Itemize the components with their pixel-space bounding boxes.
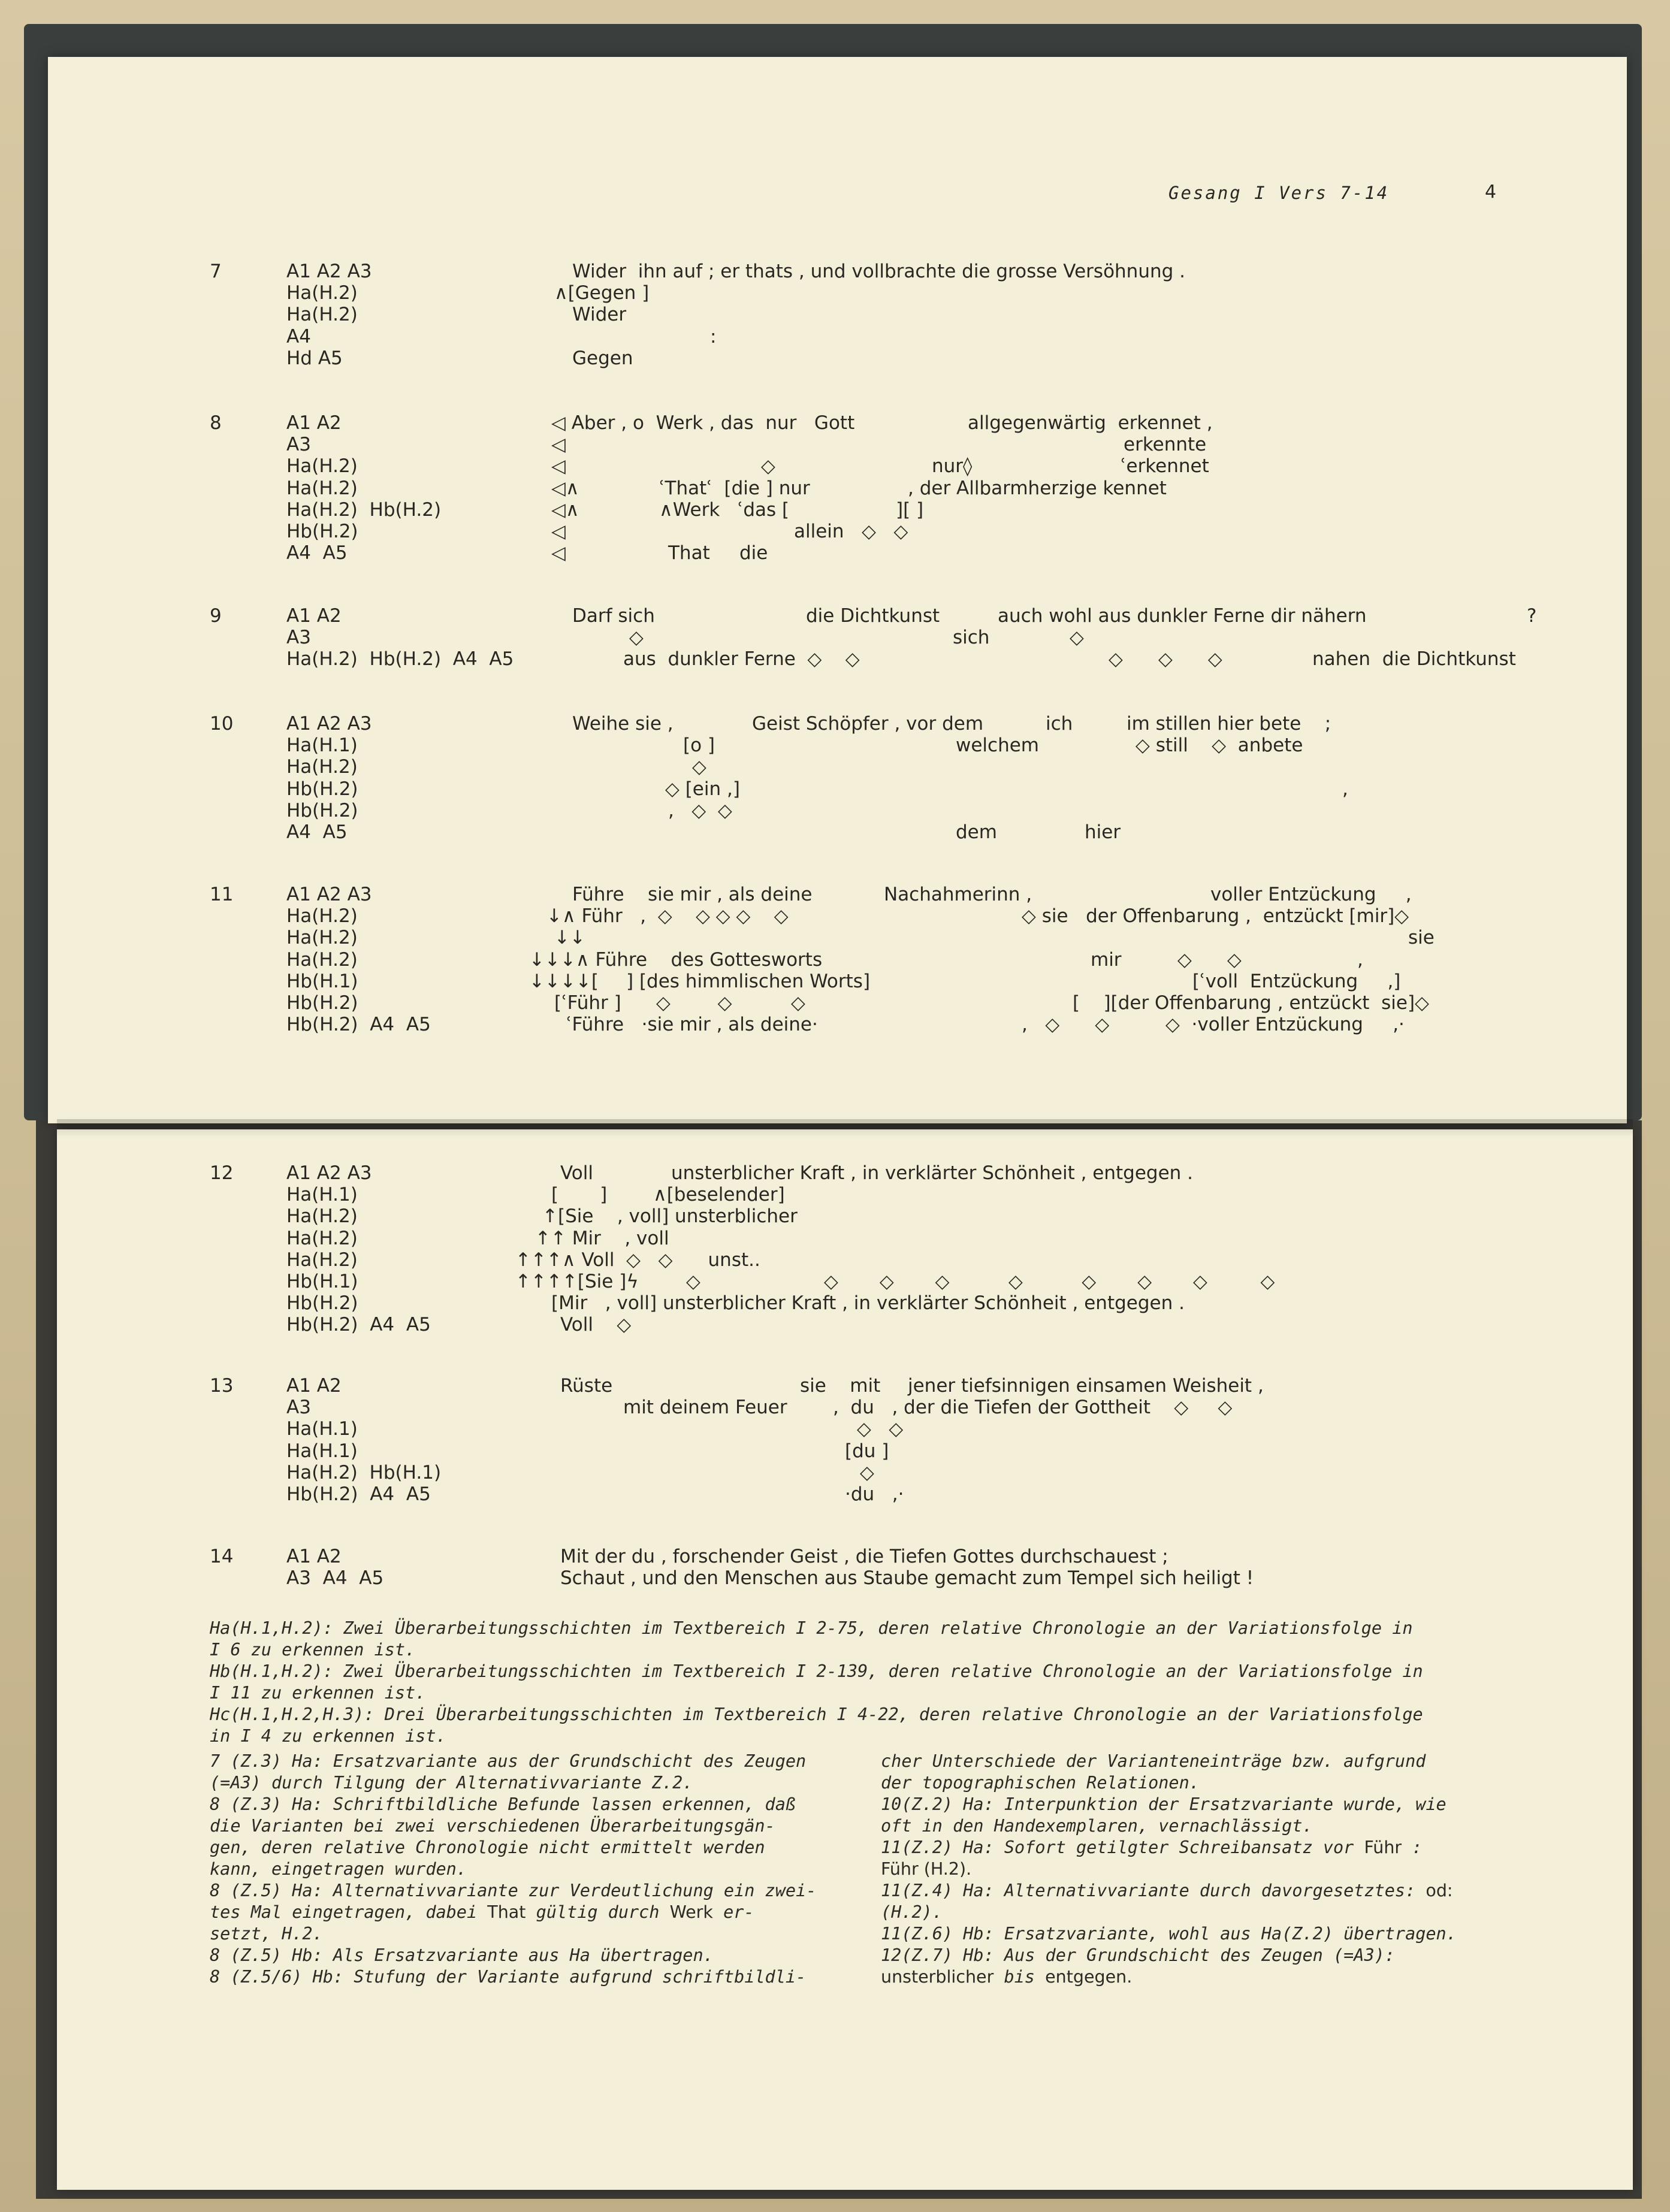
witness-sigla: Hb(H.2) <box>286 799 358 821</box>
variant-text: Voll <box>560 1162 593 1184</box>
witness-sigla: Hb(H.2) A4 A5 <box>286 1014 431 1036</box>
variant-text: Geist Schöpfer , vor dem <box>752 713 984 735</box>
variant-text: ʿFühre ·sie mir , als deine· <box>566 1014 818 1036</box>
note-line: 8 (Z.3) Ha: Schriftbildliche Befunde lassen erkennen, daß <box>210 1794 796 1814</box>
variant-text: , <box>1342 778 1348 800</box>
variant-text: [Mir , voll] unsterblicher Kraft , in verklärter Schönheit , entgegen . <box>551 1292 1185 1314</box>
verse-number: 13 <box>210 1375 234 1397</box>
variant-text: , der Allbarmherzige kennet <box>908 477 1167 499</box>
witness-sigla: A3 A4 A5 <box>286 1567 384 1590</box>
note-line: 8 (Z.5/6) Hb: Stufung der Variante aufgrund schriftbildli- <box>210 1967 807 1987</box>
notes-left-column <box>210 1751 863 1988</box>
variant-text: ʿThatʿ [die ] nur <box>659 477 810 499</box>
variant-text: : <box>710 325 717 347</box>
variant-text: Voll ◇ <box>560 1314 632 1336</box>
witness-sigla: A1 A2 <box>286 605 342 627</box>
note-line <box>881 1880 1540 1902</box>
upper-page <box>48 57 1627 1123</box>
variant-text: [ ][der Offenbarung , entzückt sie]◇ <box>1073 992 1429 1014</box>
variant-text: auch wohl aus dunkler Ferne dir nähern <box>998 605 1367 627</box>
note-line: 12(Z.7) Hb: Aus der Grundschicht des Zeugen (=A3): <box>881 1945 1395 1965</box>
witness-sigla: Ha(H.2) <box>286 1205 358 1228</box>
verse-number: 10 <box>210 713 234 735</box>
variant-text: die Dichtkunst <box>806 605 940 627</box>
variant-text: ◇ sie der Offenbarung , entzückt [mir]◇ <box>1022 905 1409 927</box>
variant-text: Darf sich <box>572 605 655 627</box>
variant-text: [ʿFühr ] <box>554 992 621 1014</box>
note-line: 10(Z.2) Ha: Interpunktion der Ersatzvariante wurde, wie <box>881 1794 1446 1814</box>
witness-sigla: Ha(H.1) <box>286 1440 358 1462</box>
variant-text: , du , der die Tiefen der Gottheit ◇ ◇ <box>833 1397 1233 1419</box>
verse-number: 11 <box>210 884 234 905</box>
note-text: gültig durch <box>526 1902 670 1922</box>
witness-sigla: Ha(H.2) <box>286 282 358 304</box>
variant-text: mit deinem Feuer <box>623 1397 787 1419</box>
witness-sigla: Ha(H.1) <box>286 1418 358 1440</box>
witness-sigla: Ha(H.2) <box>286 905 358 927</box>
variant-text: Weihe sie , <box>572 713 674 735</box>
variant-text: ][ ] <box>896 498 924 521</box>
definition-line: Hc(H.1,H.2,H.3): Drei Überarbeitungsschichten im Textbereich I 4-22, deren relative Chronologie an der Variationsfolge <box>210 1705 1423 1724</box>
witness-sigla: Hb(H.2) <box>286 1292 358 1314</box>
variant-text: ◇ ◇ <box>857 1418 904 1440</box>
running-header: Gesang I Vers 7-14 <box>1168 183 1390 203</box>
variant-text: Wider ihn auf ; er thats , und vollbrachte die grosse Versöhnung . <box>572 261 1186 282</box>
variant-text: dem <box>956 821 997 843</box>
variant-text: ↓↓↓↓[ <box>529 970 599 992</box>
page-number: 4 <box>1485 182 1497 203</box>
witness-sigla: Ha(H.2) <box>286 455 358 478</box>
variant-text: ◇ ◇ ◇ <box>656 992 805 1014</box>
variant-text: Rüste <box>560 1375 613 1397</box>
note-line <box>210 1902 863 1923</box>
verse-number: 9 <box>210 605 222 627</box>
note-line: (=A3) durch Tilgung der Alternativvariante Z.2. <box>210 1773 693 1793</box>
variant-text: ◁ <box>551 434 566 456</box>
witness-sigla: A3 <box>286 1397 311 1419</box>
variant-text: ◇ <box>1070 627 1084 649</box>
note-line: oft in den Handexemplaren, vernachlässigt. <box>881 1816 1313 1836</box>
definition-line: in I 4 zu erkennen ist. <box>210 1726 446 1746</box>
witness-sigla: A1 A2 <box>286 1375 342 1397</box>
variant-text: Führe sie mir , als deine <box>572 884 813 905</box>
note-line: cher Unterschiede der Varianteneinträge bzw. aufgrund <box>881 1751 1426 1771</box>
variant-text: ↑[Sie , voll] unsterblicher <box>542 1205 798 1228</box>
witness-sigla: Hb(H.2) <box>286 778 358 800</box>
variant-text: unsterblicher Kraft , in verklärter Schönheit , entgegen . <box>671 1162 1194 1184</box>
witness-sigla: Hd A5 <box>286 347 343 369</box>
note-line: 11(Z.6) Hb: Ersatzvariante, wohl aus Ha(Z.2) übertragen. <box>881 1924 1457 1944</box>
note-line: 7 (Z.3) Ha: Ersatzvariante aus der Grundschicht des Zeugen <box>210 1751 807 1771</box>
witness-sigla: A1 A2 A3 <box>286 1162 372 1184</box>
verse-number: 12 <box>210 1162 234 1184</box>
variant-text: That die <box>668 542 768 564</box>
note-line: kann, eingetragen wurden. <box>210 1859 467 1879</box>
witness-sigla: Hb(H.1) <box>286 970 358 992</box>
variant-text: ∧[Gegen ] <box>554 282 650 304</box>
variant-text: ◇ still ◇ anbete <box>1136 735 1303 757</box>
variant-text: ·du ,· <box>845 1483 904 1505</box>
witness-sigla: Ha(H.2) <box>286 927 358 949</box>
variant-text: , <box>1357 948 1363 971</box>
note-line: 8 (Z.5) Ha: Alternativvariante zur Verdeutlichung ein zwei- <box>210 1881 817 1900</box>
note-line: die Varianten bei zwei verschiedenen Überarbeitungsgän- <box>210 1816 775 1836</box>
note-text: er- <box>712 1902 754 1922</box>
note-line <box>881 1966 1540 1988</box>
variant-text: sie <box>1408 927 1435 949</box>
definition-line: I 11 zu erkennen ist. <box>210 1683 426 1703</box>
variant-text: ◇ <box>761 455 775 478</box>
page-fold <box>57 1119 1633 1137</box>
note-text: bis <box>993 1967 1046 1987</box>
variant-text: nahen die Dichtkunst <box>1312 648 1516 670</box>
variant-text: welchem <box>956 735 1040 757</box>
notes-right-column <box>881 1751 1540 1988</box>
variant-text: ∧Werk ʿdas [ <box>659 498 790 521</box>
source-word: unsterblicher <box>881 1967 994 1987</box>
variant-text: ʿerkennet <box>1121 455 1209 478</box>
witness-sigla: Ha(H.2) <box>286 1249 358 1271</box>
variant-text: ◇ ◇ ◇ <box>1109 648 1222 670</box>
variant-text: ↓↓↓∧ Führe des Gottesworts <box>529 948 823 971</box>
witness-sigla: Ha(H.2) <box>286 304 358 326</box>
variant-text: allein ◇ ◇ <box>794 521 908 542</box>
variant-text: ↑↑↑∧ Voll ◇ ◇ unst.. <box>515 1249 760 1271</box>
witness-sigla: Hb(H.2) A4 A5 <box>286 1314 431 1336</box>
note-line <box>881 1837 1540 1859</box>
variant-text: ◇ <box>629 627 644 649</box>
variant-text: ◇ <box>692 756 706 778</box>
note-text: : <box>1402 1838 1423 1857</box>
witness-sigla: A1 A2 A3 <box>286 261 372 282</box>
variant-text: aus dunkler Ferne ◇ ◇ <box>623 648 860 670</box>
note-line <box>881 1859 1540 1880</box>
variant-text: ◁∧ <box>551 477 579 499</box>
variant-text: ? <box>1527 605 1537 627</box>
note-line: der topographischen Relationen. <box>881 1773 1200 1793</box>
variant-text: ◁∧ <box>551 498 579 521</box>
variant-text: ↓↓ <box>554 927 585 949</box>
variant-text: [ʿvoll Entzückung ,] <box>1192 970 1401 992</box>
variant-text: ↑↑↑↑[Sie ]ϟ <box>515 1271 639 1292</box>
source-word: Werk <box>669 1902 713 1922</box>
witness-sigla: Ha(H.1) <box>286 1184 358 1206</box>
variant-text: Nachahmerinn , <box>884 884 1032 905</box>
variant-text: mir <box>1091 948 1122 971</box>
definition-line: Hb(H.1,H.2): Zwei Überarbeitungsschichten im Textbereich I 2-139, deren relative Chronologie an der Variationsfolge in <box>210 1661 1423 1681</box>
variant-text: sie mit <box>800 1375 881 1397</box>
variant-text: ↑↑ Mir , voll <box>535 1227 669 1249</box>
source-word: entgegen. <box>1045 1967 1133 1987</box>
variant-text: erkennte <box>1124 434 1207 456</box>
variant-text: jener tiefsinnigen einsamen Weisheit , <box>908 1375 1264 1397</box>
variant-text: , ◇ ◇ <box>1022 1014 1110 1036</box>
note-line: gen, deren relative Chronologie nicht ermittelt werden <box>210 1838 765 1857</box>
witness-sigla: Ha(H.2) Hb(H.2) <box>286 498 442 521</box>
variant-text: ◁ Aber , o Werk , das nur Gott <box>551 412 855 434</box>
witness-sigla: A1 A2 <box>286 1546 342 1567</box>
definition-line: Ha(H.1,H.2): Zwei Überarbeitungsschichten im Textbereich I 2-75, deren relative Chronologie an der Variationsfolge in <box>210 1618 1413 1638</box>
variant-text: ◁ <box>551 521 566 542</box>
witness-sigla: Ha(H.2) <box>286 756 358 778</box>
source-word: Führ (H.2). <box>881 1859 972 1879</box>
variant-text: Mit der du , forschender Geist , die Tiefen Gottes durchschauest ; <box>560 1546 1168 1567</box>
witness-sigla: Hb(H.1) <box>286 1271 358 1292</box>
verse-number: 7 <box>210 261 222 282</box>
note-text: 11(Z.2) Ha: Sofort getilgter Schreibansatz vor <box>881 1838 1364 1857</box>
variant-text: [o ] <box>683 735 715 757</box>
variant-text: hier <box>1085 821 1121 843</box>
witness-sigla: Hb(H.2) A4 A5 <box>286 1483 431 1505</box>
variant-text: ◇ <box>860 1461 874 1483</box>
note-text: 11(Z.4) Ha: Alternativvariante durch davorgesetztes: <box>881 1881 1426 1900</box>
variant-text: ◇ [ein ,] <box>665 778 740 800</box>
witness-sigla: A1 A2 A3 <box>286 713 372 735</box>
witness-sigla: A4 A5 <box>286 821 348 843</box>
variant-text: ◁ <box>551 455 566 478</box>
witness-sigla: A1 A2 <box>286 412 342 434</box>
witness-sigla: Ha(H.2) <box>286 948 358 971</box>
witness-sigla: Ha(H.1) <box>286 735 358 757</box>
variant-text: Schaut , und den Menschen aus Staube gemacht zum Tempel sich heiligt ! <box>560 1567 1254 1590</box>
variant-text: , ◇ ◇ <box>668 799 732 821</box>
variant-text: allgegenwärtig erkennet , <box>968 412 1213 434</box>
source-word: Führ <box>1364 1838 1402 1857</box>
variant-text: ◇ ·voller Entzückung ,· <box>1165 1014 1405 1036</box>
variant-text: ◇ ◇ <box>1177 948 1242 971</box>
variant-text: voller Entzückung , <box>1210 884 1412 905</box>
witness-sigla: Ha(H.2) <box>286 1227 358 1249</box>
witness-sigla: Hb(H.2) <box>286 521 358 542</box>
witness-sigla: A3 <box>286 627 311 649</box>
note-line: 8 (Z.5) Hb: Als Ersatzvariante aus Ha übertragen. <box>210 1945 714 1965</box>
variant-text: im stillen hier bete ; <box>1127 713 1331 735</box>
definition-line: I 6 zu erkennen ist. <box>210 1640 416 1660</box>
variant-text: [du ] <box>845 1440 889 1462</box>
witness-sigla: Ha(H.2) <box>286 477 358 499</box>
variant-text: ◁ <box>551 542 566 564</box>
note-text: tes Mal eingetragen, dabei <box>210 1902 488 1922</box>
witness-sigla: A4 A5 <box>286 542 348 564</box>
variant-text: ◇ ◇ ◇ ◇ ◇ ◇ ◇ ◇ <box>824 1271 1275 1292</box>
witness-sigla: A4 <box>286 325 311 347</box>
variant-text: Gegen <box>572 347 633 369</box>
note-line: setzt, H.2. <box>210 1924 323 1944</box>
verse-number: 8 <box>210 412 222 434</box>
variant-text: ] [des himmlischen Worts] <box>626 970 871 992</box>
witness-sigla: Ha(H.2) Hb(H.2) A4 A5 <box>286 648 514 670</box>
variant-text: ↓∧ Führ , ◇ ◇ ◇ ◇ ◇ <box>546 905 789 927</box>
variant-text: Wider <box>572 304 627 326</box>
note-line: (H.2). <box>881 1902 943 1922</box>
source-word: That <box>487 1902 526 1922</box>
variant-text: sich <box>953 627 990 649</box>
witness-sigla: Hb(H.2) <box>286 992 358 1014</box>
witness-sigla: A3 <box>286 434 311 456</box>
variant-text: ich <box>1046 713 1073 735</box>
variant-text: ◇ <box>686 1271 700 1292</box>
layer-definitions <box>210 1618 1546 1747</box>
witness-sigla: Ha(H.2) Hb(H.1) <box>286 1461 442 1483</box>
verse-number: 14 <box>210 1546 234 1567</box>
source-word: od: <box>1426 1881 1453 1900</box>
witness-sigla: A1 A2 A3 <box>286 884 372 905</box>
variant-text: [ ] <box>551 1184 608 1206</box>
variant-text: ∧[beselender] <box>653 1184 785 1206</box>
variant-text: nur◊ <box>932 455 973 478</box>
